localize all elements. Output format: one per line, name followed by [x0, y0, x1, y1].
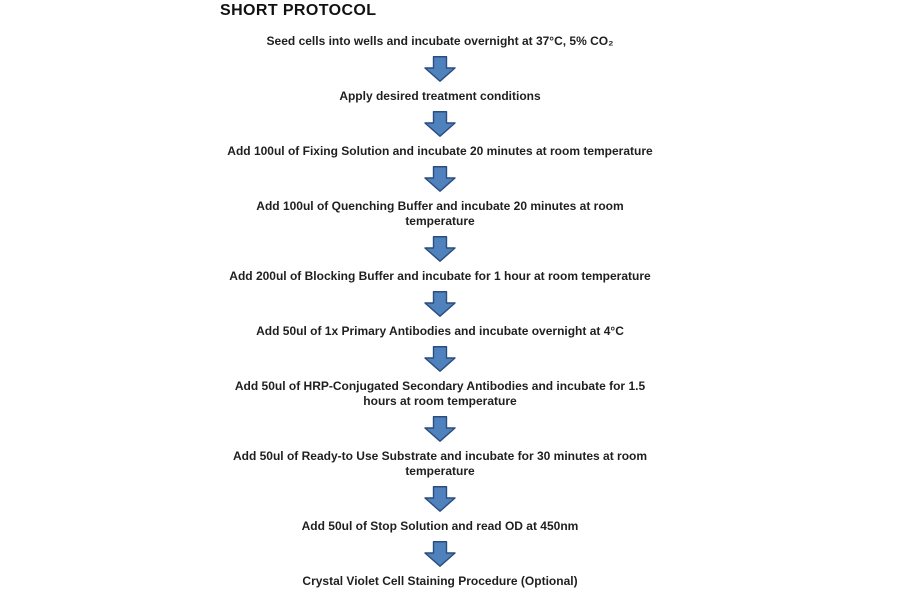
down-arrow-icon [424, 166, 456, 192]
step-line: Add 100ul of Quenching Buffer and incubate 20 minutes at room [256, 199, 624, 213]
protocol-flow [140, 34, 740, 589]
down-arrow-icon [424, 56, 456, 82]
down-arrow-icon [424, 291, 456, 317]
step-line: Add 50ul of Ready-to Use Substrate and incubate for 30 minutes at room [232, 449, 648, 463]
down-arrow-icon [424, 111, 456, 137]
down-arrow-icon [424, 346, 456, 372]
down-arrow-icon [424, 236, 456, 262]
down-arrow-icon [424, 541, 456, 567]
protocol-step [256, 324, 624, 339]
protocol-step [235, 379, 645, 409]
step-line: Seed cells into wells and incubate overnight at 37°C, 5% CO₂ [266, 34, 614, 48]
step-line: Add 50ul of HRP-Conjugated Secondary Antibodies and incubate for 1.5 [234, 379, 646, 393]
step-line: Add 100ul of Fixing Solution and incubate 20 minutes at room temperature [227, 144, 653, 158]
protocol-step [229, 269, 650, 284]
step-line: hours at room temperature [363, 394, 517, 408]
step-line: Crystal Violet Cell Staining Procedure (Optional) [302, 574, 578, 588]
step-line: Add 50ul of Stop Solution and read OD at 450nm [301, 519, 579, 533]
protocol-step [302, 519, 579, 534]
protocol-step [267, 34, 614, 49]
protocol-step [256, 199, 623, 229]
step-line: temperature [405, 214, 475, 228]
step-line: Apply desired treatment conditions [339, 89, 541, 103]
down-arrow-icon [424, 486, 456, 512]
protocol-step [227, 144, 652, 159]
protocol-step [302, 574, 577, 589]
diagram-title: SHORT PROTOCOL [220, 2, 377, 19]
step-line: Add 50ul of 1x Primary Antibodies and incubate overnight at 4°C [256, 324, 624, 338]
step-line: Add 200ul of Blocking Buffer and incubate for 1 hour at room temperature [229, 269, 651, 283]
down-arrow-icon [424, 416, 456, 442]
protocol-step [233, 449, 647, 479]
protocol-step [339, 89, 540, 104]
step-line: temperature [405, 464, 475, 478]
